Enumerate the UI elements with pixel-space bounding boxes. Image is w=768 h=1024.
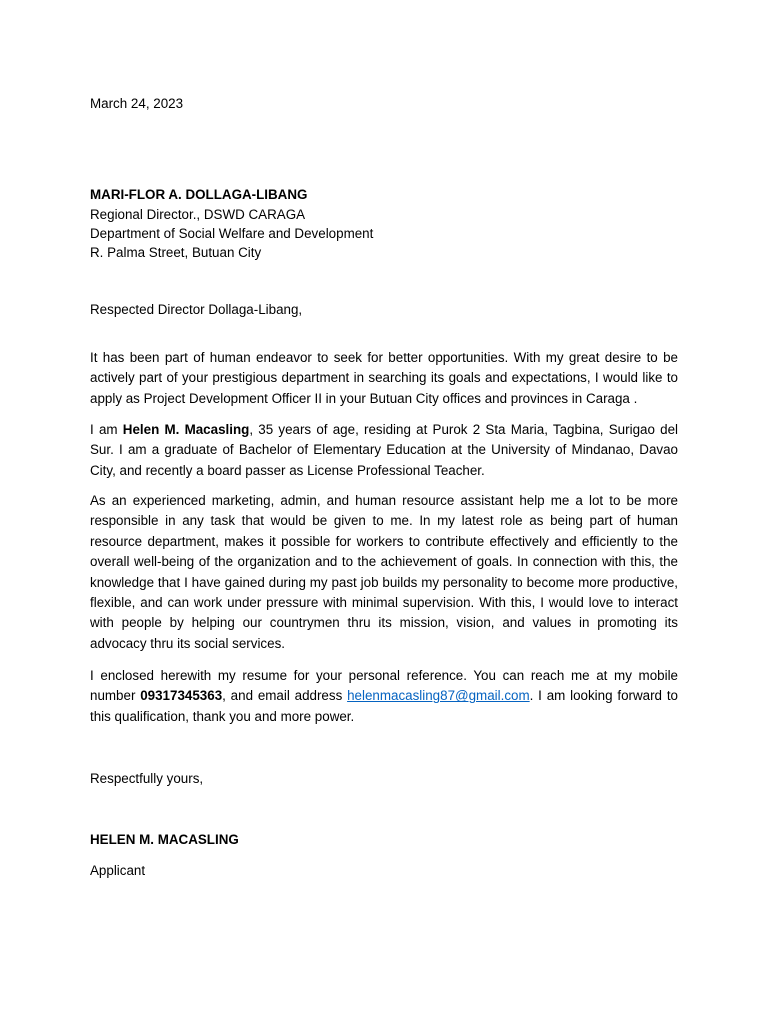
about-rest: , 35 years of age, residing at Purok 2 Sta Maria, Tagbina, Surigao del Sur. I am a graduate of Bachelor of Elementary Education at the University of Mindanao, Davao City, and recently a board passer as License Professional Teacher. [90, 422, 679, 478]
recipient-department: Department of Social Welfare and Development [90, 226, 374, 241]
salutation: Respected Director Dollaga-Libang, [90, 302, 303, 317]
closing-prefix: I enclosed herewith my resume for your personal reference. You can reach me at my mobile number [90, 668, 678, 704]
paragraph-closing [90, 666, 678, 727]
applicant-name-inline: Helen M. Macasling [122, 422, 250, 437]
paragraph-intro: It has been part of human endeavor to seek for better opportunities. With my great desire to be actively part of your prestigious department in searching its goals and expectations, I would like to apply as Project Development Officer II in your Butuan City offices and provinces in Caraga . [90, 350, 678, 406]
email-link[interactable]: helenmacasling87@gmail.com [347, 688, 530, 704]
letter-date: March 24, 2023 [90, 96, 184, 111]
about-prefix: I am [90, 422, 123, 437]
recipient-title: Regional Director., DSWD CARAGA [90, 207, 306, 222]
valediction: Respectfully yours, [90, 771, 204, 786]
closing-suffix: . I am looking forward to this qualification, thank you and more power. [90, 688, 678, 724]
recipient-name: MARI-FLOR A. DOLLAGA-LIBANG [90, 187, 308, 202]
phone-number: 09317345363 [140, 688, 223, 704]
recipient-address: R. Palma Street, Butuan City [90, 245, 262, 260]
closing-mid: , and email address [222, 688, 348, 704]
paragraph-experience: As an experienced marketing, admin, and human resource assistant help me a lot to be more responsible in any task that would be given to me. In my latest role as being part of human resource department, makes it possible for workers to contribute effectively and efficiently to the overall well-being of the organization and to the achievement of goals. In connection with this, the knowledge that I have gained during my past job builds my personality to become more productive, flexible, and can work under pressure with minimal supervision. With this, I would love to interact with people by helping our countrymen thru its mission, vision, and values in promoting its advocacy thru its social services. [90, 493, 678, 651]
paragraph-about [90, 420, 678, 481]
signature-role: Applicant [90, 863, 146, 878]
signature-name: HELEN M. MACASLING [90, 832, 239, 847]
